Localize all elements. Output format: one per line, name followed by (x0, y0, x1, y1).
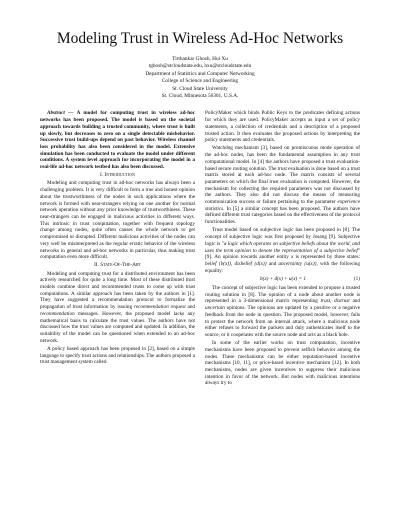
watchdog-paragraph: Watchdog mechanism [3], based on promiscuous mode operation of the ad-hoc nodes, has been the fundamental assumption in any trust computational model. In [4] the authors have proposed a trust evaluation-based secure routing solution. The trust evaluation is done based on a trust matrix stored at each ad-hoc node. The matrix consists of several parameters on which the final trust evaluation is computed. However, the mechanism for collecting the required parameters was not discussed by the authors. They also did not discuss the means of measuring communication success or failure pertaining to the parameter experience statistics. In [5] a similar concept has been proposed. The authors have defined different trust categories based on the effectiveness of the protocol functionalities. (205, 145, 360, 226)
abstract-lead: Abstract (47, 110, 65, 117)
equation-1 (205, 276, 360, 283)
right-column (205, 110, 360, 388)
policymaker-paragraph: PolicyMaker which binds Public Keys to the predicates defining actions for which they are used. PolicyMaker accepts as input a set of policy statements, a collection of credentials and a description of a proposed trusted action. It then evaluates the proposed actions by interpreting the policy statements and credentials. (205, 110, 360, 144)
affiliation-address: St. Cloud, Minnesota 56301, U.S.A. (161, 93, 239, 100)
abstract: Abstract — A model for computing trust in wireless ad-hoc networks has been proposed. The model is based on the societal approach towards building a trusted community, where trust is built up slowly, but decreases to zero on a single detectable misbehavior. Successive trust build-ups depend on past behavior. Wireless channel loss probability has also been considered in the model. Extensive simulation has been conducted to evaluate the model under different conditions. A system level approach for incorporating the model in a real-life ad-hoc network testbed has also been discussed. (40, 110, 195, 171)
subjective-logic-paragraph: Trust model based on subjective logic has been proposed in [8]. The concept of subjective logic was first proposed by Josang [9]. Subjective logic is "a logic which operates on subjective beliefs about the world, and uses the term opinion to denote the representation of a subjective belief" [9]. An opinion towards another entity x is represented by three states: belief {b(x)}, disbelief {d(x)} and uncertainty {u(x)}, with the following equality: (205, 227, 360, 274)
affiliation-dept: Department of Statistics and Computer Networking (145, 70, 255, 77)
affiliation-university: St. Cloud State University (172, 85, 228, 92)
author-emails: tghosh@stcloudstate.edu, hxu@stcloudstate.edu (148, 63, 252, 70)
trusted-routing-paragraph: The concept of subjective logic has been extended to propose a trusted routing solution in [8]. The opinion of a node about another node is represented in a 3-dimensional matrix representing trust, distrust and uncertain opinions. The opinions are updated by a positive or a negative feedback from the node in question. The proposed model, however, fails to protect the network from an internal attack, where a malicious node either refuses to forward the packets and duly authenticates itself to the source, or it cooperates with the source node and acts as a black hole. (205, 285, 360, 338)
section-heading-state-of-the-art: II. State-Of-The-Art (94, 262, 141, 269)
state-of-art-paragraph-2: A policy based approach has been proposed in [2], based on a simple language to specify trust actions and relationships. The authors proposed a trust management system called (40, 345, 195, 366)
abstract-text: A model for computing trust in wireless ad-hoc networks has been proposed. The model is based on the societal approach towards building a trusted community, where trust is built up slowly, but decreases to zero on a single detectable misbehavior. Successive trust build-ups depend on past behavior. Wireless channel loss probability has also been considered in the model. Extensive simulation has been conducted to evaluate the model under different conditions. A system level approach for incorporating the model in a real-life ad-hoc network testbed has also been discussed. (40, 110, 195, 171)
author-names: Tirthankar Ghosh, Hui Xu (172, 56, 228, 62)
section-heading-introduction: I. Introduction (100, 172, 135, 179)
author-block (40, 56, 360, 100)
two-column-body (40, 110, 360, 388)
equation-number: (1) (353, 276, 360, 283)
equation-body: b(x) + d(x) + u(x) = 1 (260, 276, 306, 283)
intro-paragraph: Modeling and computing trust in ad-hoc networks has always been a challenging problem. It is very difficult to form a true and honest opinion about the trustworthiness of the nodes in such applications where the network is formed with near-strangers relying on one another for normal network operation without any prior knowledge of trustworthiness. These near-strangers can be engaged in malicious activities in different ways. This intrinsic in trust computation, together with frequent topology change among nodes, quite often causes the whole network to get compromised or disrupted. Different malicious activities of the nodes can very well be misinterpreted as the regular erratic behavior of the wireless networks in general and ad-hoc networks in particular, thus making trust computation even more difficult. (40, 180, 195, 261)
incentive-paragraph: In some of the earlier works on trust computation, incentive mechanisms have been proposed to prevent selfish behavior among the nodes. These mechanisms can be either reputation-based incentive mechanisms [10, 11], or price-based incentive mechanism [12]. In both mechanisms, nodes are given incentives to suppress their malicious intention in favor of the network. But nodes with malicious intentions always try to (205, 340, 360, 387)
affiliation-college: College of Science and Engineering (161, 78, 239, 85)
paper-title: Modeling Trust in Wireless Ad-Hoc Networks (56, 30, 344, 47)
left-column (40, 110, 195, 388)
state-of-art-paragraph-1: Modeling and computing trust for a distributed environment has been actively researched for quite a long time. Most of these distributed trust models combine direct and recommended trusts to come up with trust computations. A similar approach has been taken by the authors in [1]. They have suggested a recommendation protocol to formalize the propagation of trust information by issuing recommendation request and recommendation messages. However, the proposed model lacks any mathematical basis to calculate the trust values. The authors have not discussed how the trust values are computed and updated. In addition, the suitability of the model can be questioned when extended to an ad-hoc network. (40, 270, 195, 344)
